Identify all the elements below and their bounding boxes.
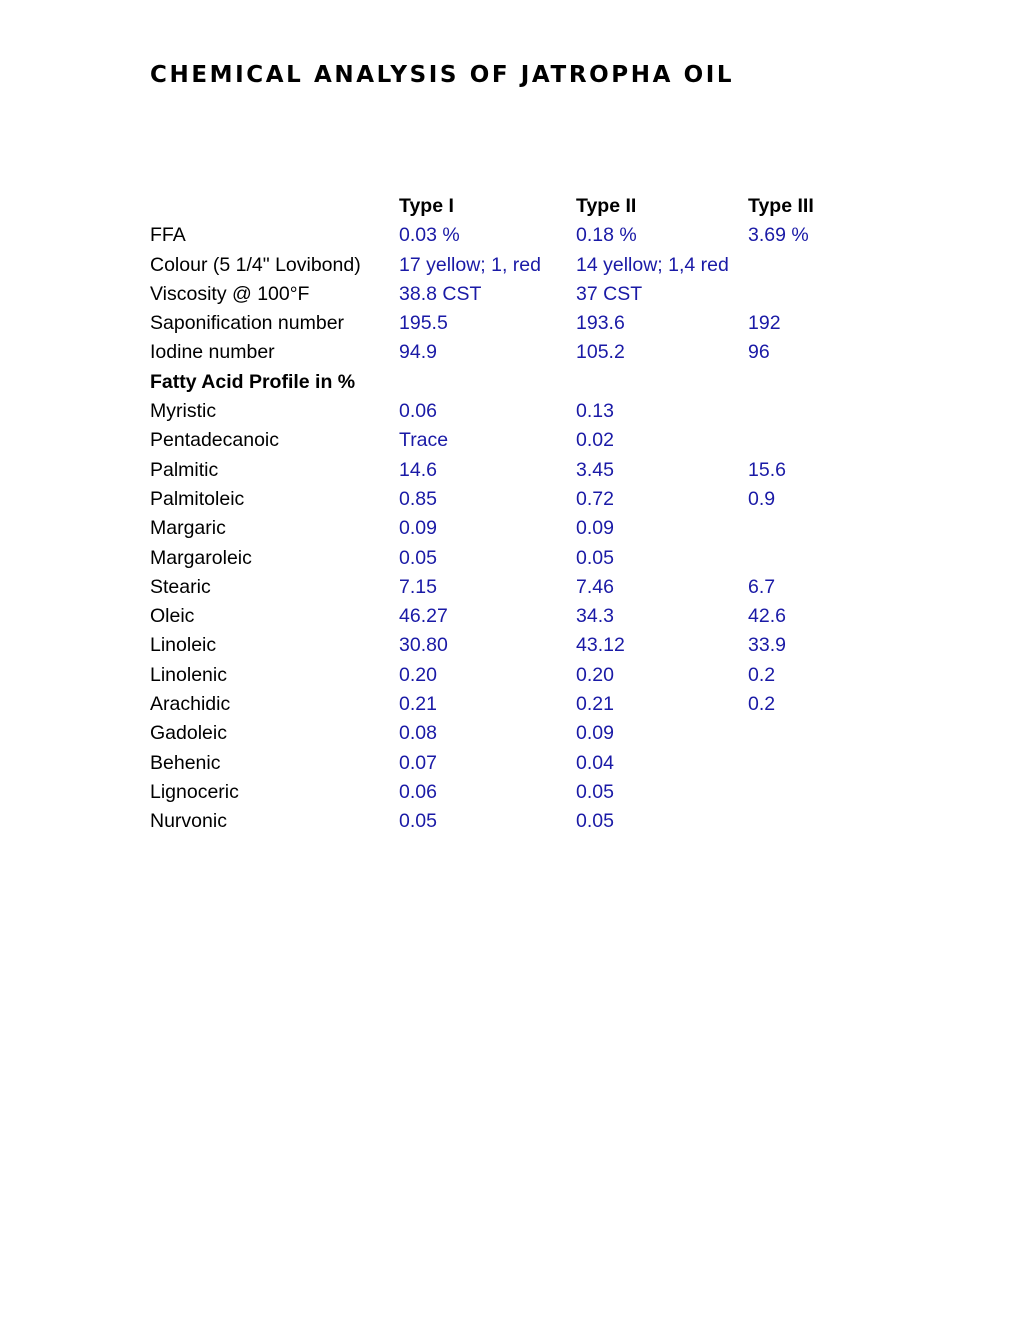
value-cell-type-1: 46.27 [399, 605, 448, 628]
property-rows [150, 221, 858, 367]
value-cell-type-1: 0.07 [399, 751, 437, 774]
value-cell-type-3: 96 [748, 341, 770, 364]
value-cell-type-2: 105.2 [576, 341, 625, 364]
value-cell-type-3: 33.9 [748, 634, 786, 657]
value-cell-type-3: 0.9 [748, 487, 776, 510]
row-label: Margaric [150, 517, 226, 540]
value-cell-type-2: 0.09 [576, 517, 614, 540]
value-cell-type-3 [748, 251, 858, 280]
value-cell-type-3 [748, 749, 858, 778]
row-label: Gadoleic [150, 722, 227, 745]
value-cell-type-3: 15.6 [748, 458, 786, 481]
table-row [150, 280, 858, 309]
value-cell-type-1: 0.06 [399, 780, 437, 803]
value-cell-type-3: 0.2 [748, 693, 776, 716]
row-label: Lignoceric [150, 780, 239, 803]
value-cell-type-3: 42.6 [748, 605, 786, 628]
value-cell-type-2: 0.20 [576, 663, 614, 686]
value-cell-type-2: 0.05 [576, 810, 614, 833]
row-label: Colour (5 1/4" Lovibond) [150, 253, 361, 276]
table-row [150, 426, 858, 455]
value-cell-type-3 [748, 807, 858, 836]
value-cell-type-2: 34.3 [576, 605, 614, 628]
value-cell-type-3 [748, 514, 858, 543]
row-label: Iodine number [150, 341, 275, 364]
value-cell-type-3: 0.2 [748, 663, 776, 686]
value-cell-type-1: 17 yellow; 1, red [399, 253, 541, 276]
value-cell-type-2: 0.21 [576, 693, 614, 716]
row-label: Viscosity @ 100°F [150, 282, 310, 305]
row-label: Myristic [150, 400, 217, 423]
header-row [150, 192, 858, 221]
table-row [150, 719, 858, 748]
value-cell-type-3 [748, 426, 858, 455]
value-cell-type-2: 0.09 [576, 722, 614, 745]
header-blank [150, 192, 399, 221]
value-cell-type-1: 0.21 [399, 693, 437, 716]
value-cell-type-2: 0.04 [576, 751, 614, 774]
value-cell-type-3 [748, 778, 858, 807]
value-cell-type-2: 0.18 % [576, 224, 637, 247]
table-row [150, 485, 858, 514]
value-cell-type-2: 0.02 [576, 429, 614, 452]
value-cell-type-3: 192 [748, 312, 781, 335]
value-cell-type-2: 3.45 [576, 458, 614, 481]
value-cell-type-1: 0.08 [399, 722, 437, 745]
row-label: Arachidic [150, 693, 231, 716]
fatty-acid-rows [150, 397, 858, 836]
value-cell-type-1: 38.8 CST [399, 282, 482, 305]
value-cell-type-3 [748, 397, 858, 426]
table-row [150, 778, 858, 807]
value-cell-type-1: 0.05 [399, 810, 437, 833]
table-row [150, 749, 858, 778]
row-label: FFA [150, 224, 186, 247]
table-row [150, 807, 858, 836]
value-cell-type-3 [748, 280, 858, 309]
row-label: Palmitic [150, 458, 219, 481]
value-cell-type-1: 0.06 [399, 400, 437, 423]
value-cell-type-1: 0.03 % [399, 224, 460, 247]
value-cell-type-2: 43.12 [576, 634, 625, 657]
value-cell-type-3: 3.69 % [748, 224, 809, 247]
table-row [150, 573, 858, 602]
fatty-acid-section-label: Fatty Acid Profile in % [150, 370, 356, 393]
value-cell-type-1: 0.05 [399, 546, 437, 569]
value-cell-type-1: 195.5 [399, 312, 448, 335]
value-cell-type-2: 37 CST [576, 282, 643, 305]
value-cell-type-1: 30.80 [399, 634, 448, 657]
value-cell-type-1: Trace [399, 429, 449, 452]
table-row [150, 631, 858, 660]
value-cell-type-2: 0.72 [576, 487, 614, 510]
page-title: CHEMICAL ANALYSIS OF JATROPHA OIL [150, 62, 735, 88]
value-cell-type-1: 94.9 [399, 341, 437, 364]
value-cell-type-3: 6.7 [748, 575, 776, 598]
table-row [150, 602, 858, 631]
value-cell-type-3 [748, 544, 858, 573]
table-row [150, 661, 858, 690]
row-label: Linoleic [150, 634, 217, 657]
table-row [150, 251, 858, 280]
table-row [150, 544, 858, 573]
table-row [150, 456, 858, 485]
row-label: Stearic [150, 575, 211, 598]
table-row [150, 397, 858, 426]
analysis-table [150, 192, 858, 837]
table-row [150, 221, 858, 250]
header-type-1: Type I [399, 195, 454, 217]
value-cell-type-2: 14 yellow; 1,4 red [576, 253, 729, 276]
value-cell-type-1: 0.20 [399, 663, 437, 686]
table-row [150, 338, 858, 367]
value-cell-type-2: 193.6 [576, 312, 625, 335]
value-cell-type-1: 0.85 [399, 487, 437, 510]
section-row [150, 368, 858, 397]
header-type-3: Type III [748, 195, 814, 217]
value-cell-type-1: 7.15 [399, 575, 437, 598]
value-cell-type-2: 0.13 [576, 400, 614, 423]
table-row [150, 309, 858, 338]
row-label: Saponification number [150, 312, 345, 335]
row-label: Margaroleic [150, 546, 252, 569]
table-row [150, 514, 858, 543]
row-label: Pentadecanoic [150, 429, 280, 452]
row-label: Behenic [150, 751, 221, 774]
value-cell-type-2: 7.46 [576, 575, 614, 598]
row-label: Linolenic [150, 663, 227, 686]
header-type-2: Type II [576, 195, 637, 217]
value-cell-type-1: 14.6 [399, 458, 437, 481]
row-label: Palmitoleic [150, 487, 245, 510]
value-cell-type-2: 0.05 [576, 780, 614, 803]
value-cell-type-1: 0.09 [399, 517, 437, 540]
value-cell-type-3 [748, 719, 858, 748]
row-label: Nurvonic [150, 810, 227, 833]
row-label: Oleic [150, 605, 195, 628]
table-row [150, 690, 858, 719]
value-cell-type-2: 0.05 [576, 546, 614, 569]
